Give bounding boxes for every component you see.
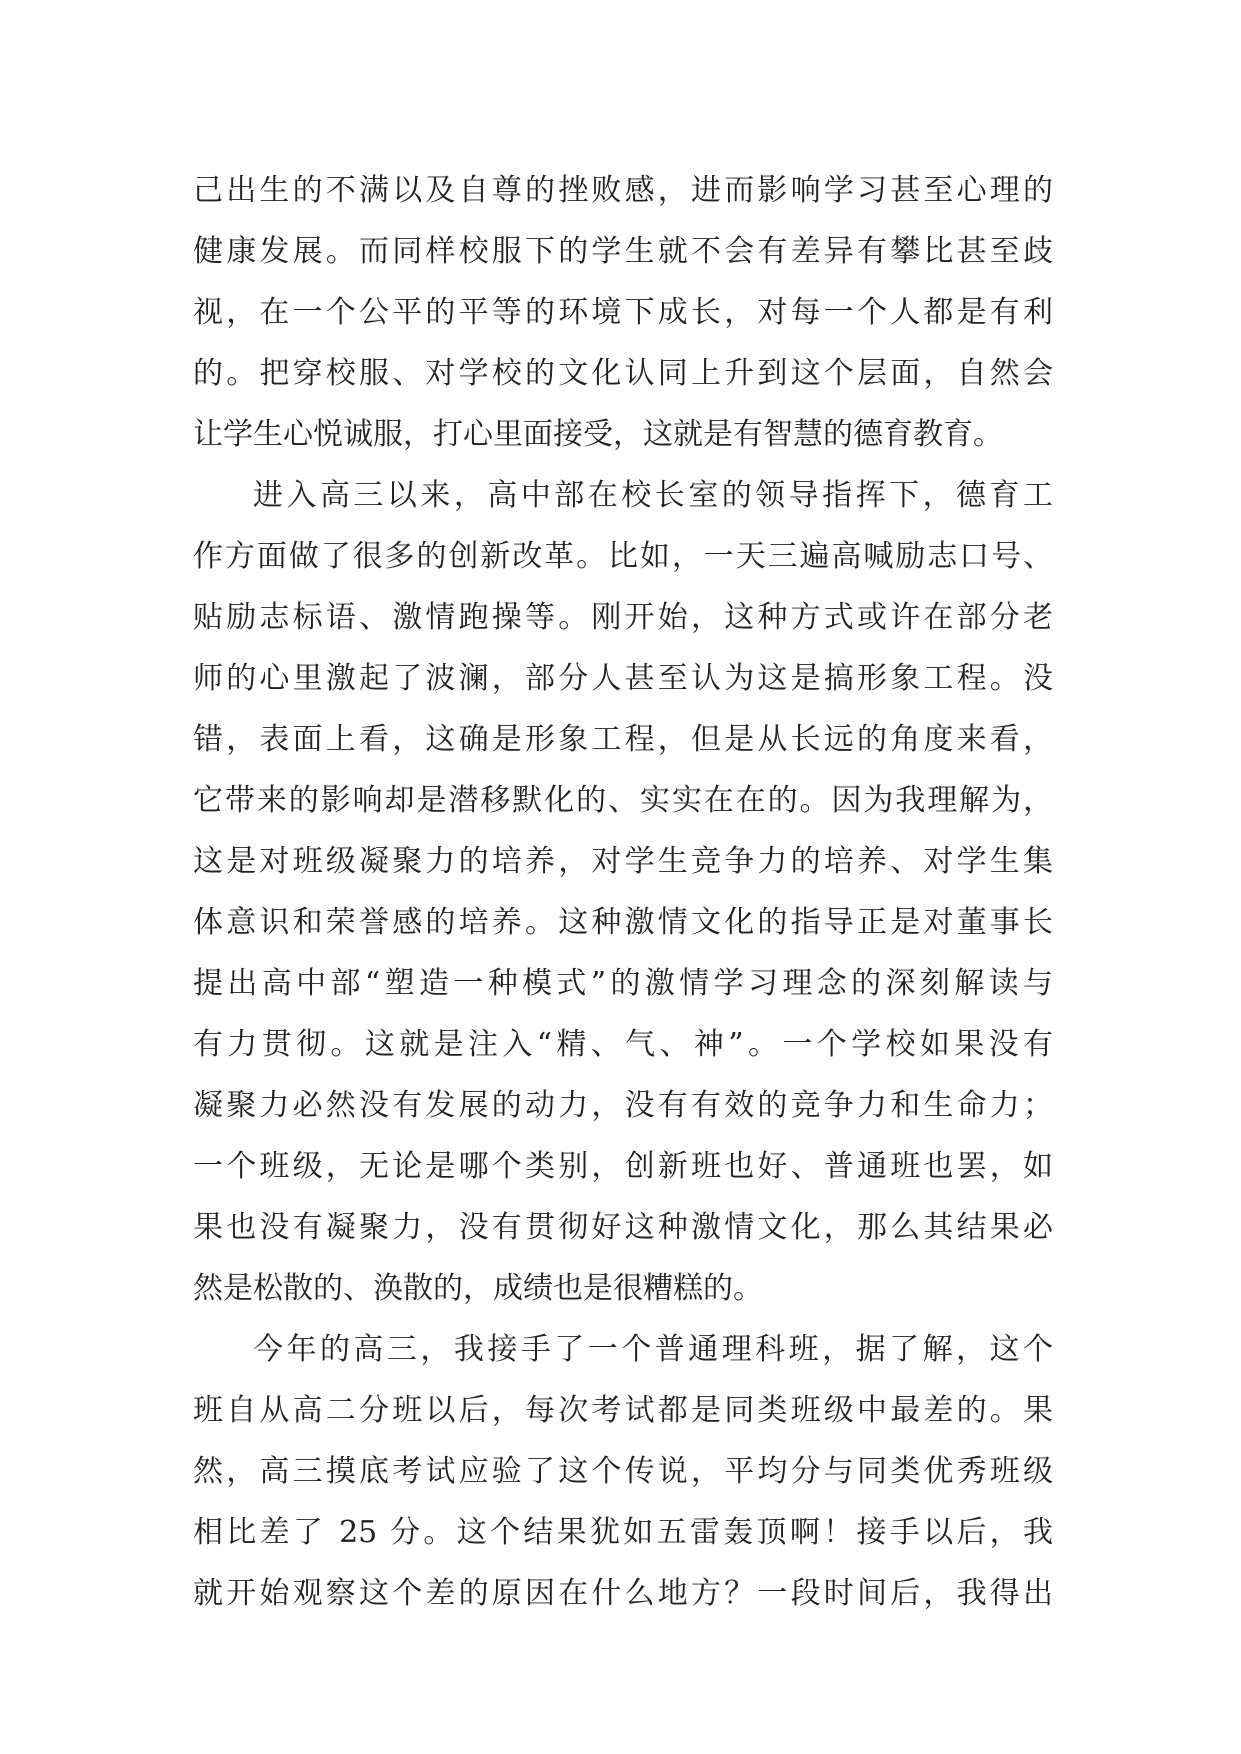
text-line: 健康发展。而同样校服下的学生就不会有差异有攀比甚至歧 xyxy=(193,234,1053,269)
text-line: 有力贯彻。这就是注入“精、气、神”。一个学校如果没有 xyxy=(193,1027,1053,1062)
text-line: 己出生的不满以及自尊的挫败感，进而影响学习甚至心理的 xyxy=(193,173,1053,208)
paragraph xyxy=(193,465,1053,1319)
text-line: 视，在一个公平的平等的环境下成长，对每一个人都是有利 xyxy=(193,295,1053,330)
body-text xyxy=(193,160,1053,1624)
text-line: 体意识和荣誉感的培养。这种激情文化的指导正是对董事长 xyxy=(193,905,1053,940)
text-line: 错，表面上看，这确是形象工程，但是从长远的角度来看， xyxy=(193,722,1053,757)
text-line: 就开始观察这个差的原因在什么地方？一段时间后，我得出 xyxy=(193,1576,1053,1611)
text-line: 今年的高三，我接手了一个普通理科班，据了解，这个 xyxy=(253,1332,1053,1367)
paragraph xyxy=(193,1319,1053,1624)
text-line: 班自从高二分班以后，每次考试都是同类班级中最差的。果 xyxy=(193,1393,1053,1428)
text-line: 果也没有凝聚力，没有贯彻好这种激情文化，那么其结果必 xyxy=(193,1210,1053,1245)
text-line: 一个班级，无论是哪个类别，创新班也好、普通班也罢，如 xyxy=(193,1149,1053,1184)
text-line: 这是对班级凝聚力的培养，对学生竞争力的培养、对学生集 xyxy=(193,844,1053,879)
text-line: 凝聚力必然没有发展的动力，没有有效的竞争力和生命力； xyxy=(193,1088,1053,1123)
text-line: 相比差了 25 分。这个结果犹如五雷轰顶啊！接手以后，我 xyxy=(193,1515,1053,1550)
text-line: 师的心里激起了波澜，部分人甚至认为这是搞形象工程。没 xyxy=(193,661,1053,696)
text-line: 提出高中部“塑造一种模式”的激情学习理念的深刻解读与 xyxy=(193,966,1053,1001)
text-line: 的。把穿校服、对学校的文化认同上升到这个层面，自然会 xyxy=(193,356,1053,391)
text-line: 让学生心悦诚服，打心里面接受，这就是有智慧的德育教育。 xyxy=(193,417,1003,452)
text-line: 它带来的影响却是潜移默化的、实实在在的。因为我理解为， xyxy=(193,783,1053,818)
text-line: 然是松散的、涣散的，成绩也是很糟糕的。 xyxy=(193,1271,763,1306)
text-line: 作方面做了很多的创新改革。比如，一天三遍高喊励志口号、 xyxy=(193,539,1053,574)
text-line: 然，高三摸底考试应验了这个传说，平均分与同类优秀班级 xyxy=(193,1454,1053,1489)
text-line: 进入高三以来，高中部在校长室的领导指挥下，德育工 xyxy=(253,478,1053,513)
paragraph xyxy=(193,160,1053,465)
text-line: 贴励志标语、激情跑操等。刚开始，这种方式或许在部分老 xyxy=(193,600,1053,635)
